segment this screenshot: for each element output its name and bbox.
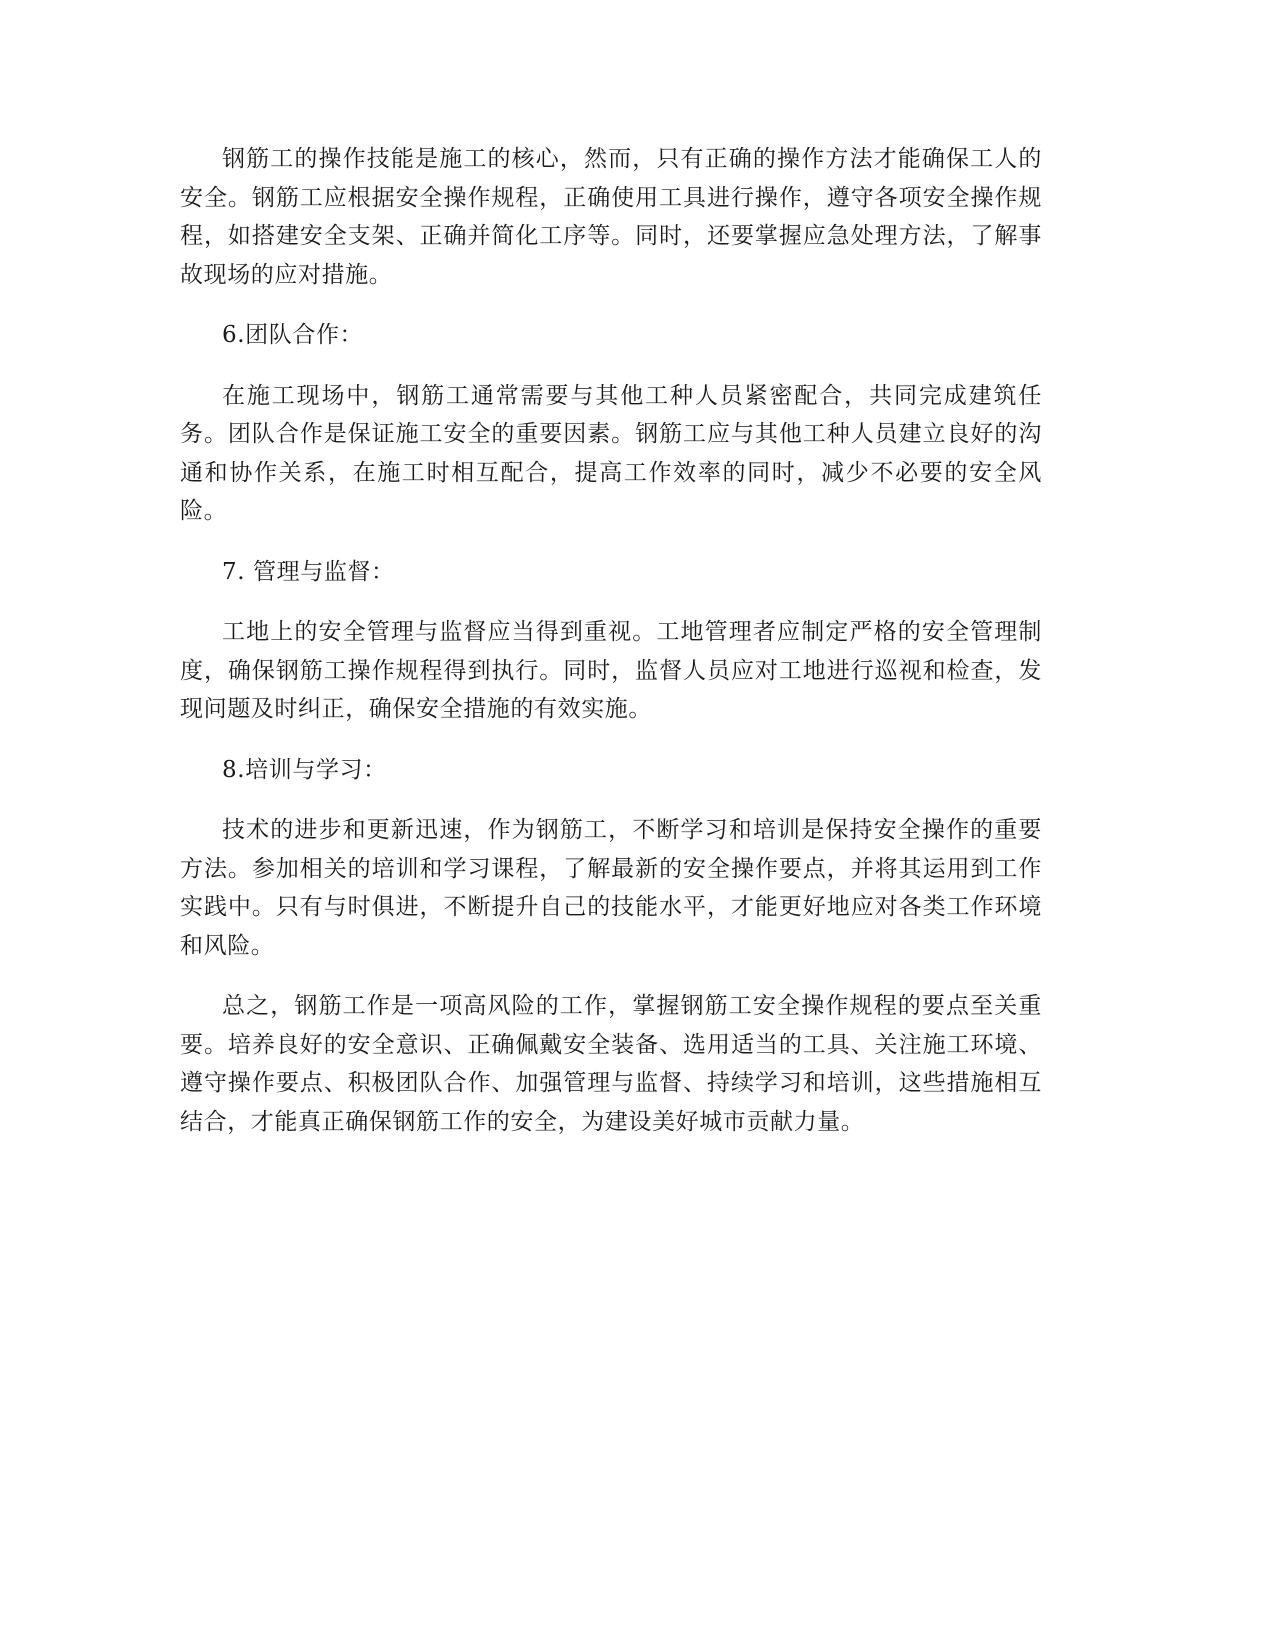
- paragraph-training: 技术的进步和更新迅速，作为钢筋工，不断学习和培训是保持安全操作的重要方法。参加相关的培训和学习课程，了解最新的安全操作要点，并将其运用到工作实践中。只有与时俱进，不断提升自己的技能水平，才能更好地应对各类工作环境和风险。: [180, 817, 1042, 959]
- section-heading-management: 7. 管理与监督：: [222, 558, 395, 585]
- paragraph-operation-skills: 钢筋工的操作技能是施工的核心，然而，只有正确的操作方法才能确保工人的安全。钢筋工应根据安全操作规程，正确使用工具进行操作，遵守各项安全操作规程，如搭建安全支架、正确并简化工序等。同时，还要掌握应急处理方法，了解事故现场的应对措施。: [180, 146, 1042, 288]
- paragraph-teamwork: 在施工现场中，钢筋工通常需要与其他工种人员紧密配合，共同完成建筑任务。团队合作是保证施工安全的重要因素。钢筋工应与其他工种人员建立良好的沟通和协作关系，在施工时相互配合，提高工作效率的同时，减少不必要的安全风险。: [180, 382, 1042, 524]
- paragraph-management: 工地上的安全管理与监督应当得到重视。工地管理者应制定严格的安全管理制度，确保钢筋工操作规程得到执行。同时，监督人员应对工地进行巡视和检查，发现问题及时纠正，确保安全措施的有效实施。: [180, 619, 1042, 722]
- document-page: [180, 140, 1042, 1163]
- section-heading-training: 8.培训与学习：: [222, 756, 387, 783]
- paragraph-conclusion: 总之，钢筋工作是一项高风险的工作，掌握钢筋工安全操作规程的要点至关重要。培养良好的安全意识、正确佩戴安全装备、选用适当的工具、关注施工环境、遵守操作要点、积极团队合作、加强管理与监督、持续学习和培训，这些措施相互结合，才能真正确保钢筋工作的安全，为建设美好城市贡献力量。: [180, 993, 1042, 1135]
- section-heading-teamwork: 6.团队合作：: [222, 322, 364, 348]
